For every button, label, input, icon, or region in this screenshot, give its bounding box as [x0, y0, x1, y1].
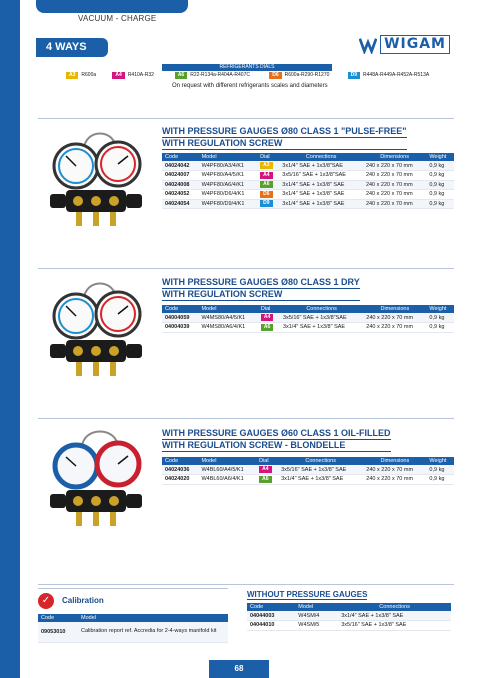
cell-weight: 0,9 kg — [426, 323, 454, 333]
refrigerant-label: R22-R134a-R404A-R407C — [190, 72, 250, 78]
manifold-image — [36, 126, 156, 246]
table-row — [38, 622, 228, 642]
dial-badge: A6 — [175, 72, 187, 79]
table-row — [162, 313, 454, 323]
col-connections: Connections — [279, 153, 363, 161]
cell-code: 09053010 — [38, 622, 78, 642]
cell-weight: 0,9 kg — [426, 313, 454, 323]
divider — [38, 584, 454, 585]
col-dial: Dial — [256, 457, 278, 465]
brand-name: WIGAM — [380, 35, 450, 54]
cell-connections: 3x1/4" SAE + 1x3/8" SAE — [338, 611, 451, 621]
section-tab: 4 WAYS — [36, 38, 108, 57]
brand-mark-icon — [359, 36, 377, 54]
table-header — [247, 603, 451, 611]
cell-connections: 3x1/4" SAE + 1x3/8" SAE — [280, 323, 363, 333]
category-label: VACUUM - CHARGE — [78, 14, 157, 23]
cell-connections: 3x1/4" SAE + 1x3/8" SAE — [279, 180, 363, 190]
table-header — [38, 614, 228, 622]
col-connections: Connections — [278, 457, 363, 465]
cell-dial — [257, 161, 279, 171]
table-row — [247, 621, 451, 631]
calibration-title: Calibration — [62, 596, 104, 605]
refrigerant-label: R600a — [81, 72, 97, 78]
cell-dial — [257, 171, 279, 181]
dial-badge: D6 — [269, 72, 281, 79]
table-row — [162, 475, 454, 485]
cell-model: W4PF80/A6/4/K1 — [199, 180, 258, 190]
divider — [38, 418, 454, 419]
col-model: Model — [78, 614, 228, 622]
cell-model: W4PF80/A4/5/K1 — [199, 171, 258, 181]
cell-code: 04044003 — [247, 611, 295, 621]
cell-connections: 3x1/4" SAE + 1x3/8"SAE — [279, 161, 363, 171]
cell-weight: 0,9 kg — [426, 199, 454, 209]
cell-code: 04024042 — [162, 161, 199, 171]
no-gauges-title: WITHOUT PRESSURE GAUGES — [247, 590, 368, 599]
calibration-header — [38, 588, 228, 608]
cell-connections: 3x5/16" SAE + 1x3/8" SAE — [338, 621, 451, 631]
refrigerant-label: R448A-R449A-R452A-R513A — [363, 72, 430, 78]
table-header — [162, 305, 454, 313]
cell-model: W4SM/5 — [295, 621, 338, 631]
calibration-box — [38, 588, 228, 643]
cell-dial — [256, 475, 278, 485]
cell-dimensions: 240 x 220 x 70 mm — [363, 323, 426, 333]
cell-weight: 0,9 kg — [426, 161, 454, 171]
cell-code: 04004039 — [162, 323, 198, 333]
top-tab — [36, 0, 188, 13]
cell-dimensions: 240 x 220 x 70 mm — [363, 465, 426, 475]
table-row — [162, 171, 454, 181]
refrigerant-legend-title: REFRIGERANTS DIALS — [162, 64, 332, 71]
cell-connections: 3x5/16" SAE + 1x3/8"SAE — [279, 171, 363, 181]
cell-model: W4MS80/A4/5/K1 — [198, 313, 257, 323]
cell-code: 04024008 — [162, 180, 199, 190]
col-model: Model — [295, 603, 338, 611]
dial-badge: A6 — [260, 181, 272, 188]
section-title-line2: WITH REGULATION SCREW — [162, 138, 407, 150]
dial-badge: A4 — [259, 466, 271, 473]
dial-badge: D9 — [260, 200, 272, 207]
cell-dimensions: 240 x 220 x 70 mm — [363, 199, 426, 209]
cell-dial — [257, 180, 279, 190]
section-title — [162, 428, 391, 452]
cell-dimensions: 240 x 220 x 70 mm — [363, 313, 426, 323]
cell-model: W4SM/4 — [295, 611, 338, 621]
col-weight: Weight — [426, 457, 454, 465]
cell-model: W4BL60/A6/4/K1 — [198, 475, 256, 485]
col-model: Model — [198, 305, 257, 313]
cell-dimensions: 240 x 220 x 70 mm — [363, 171, 426, 181]
dial-badge: A6 — [261, 324, 273, 331]
cell-connections: 3x1/4" SAE + 1x3/8" SAE — [278, 475, 363, 485]
side-bar — [0, 0, 20, 678]
cell-dial — [256, 465, 278, 475]
divider — [38, 268, 454, 269]
cell-model: Calibration report ref. Accredia for 2-4-ways manifold kit — [78, 622, 228, 642]
dial-badge: A3 — [260, 162, 272, 169]
cell-model: W4PF80/D9/4/K1 — [199, 199, 258, 209]
col-dimensions: Dimensions — [363, 305, 426, 313]
section-title-line2: WITH REGULATION SCREW - BLONDELLE — [162, 440, 391, 452]
no-gauges-table — [247, 603, 451, 631]
cell-weight: 0,9 kg — [426, 465, 454, 475]
dial-badge: D9 — [348, 72, 360, 79]
cell-dimensions: 240 x 220 x 70 mm — [363, 190, 426, 200]
col-code: Code — [162, 305, 198, 313]
cell-dial — [257, 190, 279, 200]
cell-model: W4MS80/A6/4/K1 — [198, 323, 257, 333]
col-connections: Connections — [280, 305, 363, 313]
cell-code: 04004059 — [162, 313, 198, 323]
table-row — [162, 180, 454, 190]
cell-code: 04024007 — [162, 171, 199, 181]
col-code: Code — [247, 603, 295, 611]
col-connections: Connections — [338, 603, 451, 611]
cell-code: 04024020 — [162, 475, 198, 485]
cell-weight: 0,9 kg — [426, 190, 454, 200]
section-title-line1: WITH PRESSURE GAUGES Ø60 CLASS 1 OIL-FILLED — [162, 428, 391, 438]
spec-table — [162, 153, 454, 209]
cell-code: 04024054 — [162, 199, 199, 209]
dial-badge: D6 — [260, 191, 272, 198]
table-header — [162, 457, 454, 465]
manifold-image — [36, 276, 156, 396]
section-title-line1: WITH PRESSURE GAUGES Ø80 CLASS 1 "PULSE-FREE" — [162, 126, 407, 136]
table-header — [162, 153, 454, 161]
section-title — [162, 126, 407, 150]
calibration-table — [38, 614, 228, 643]
spec-table — [162, 457, 454, 485]
dial-badge: A3 — [66, 72, 78, 79]
table-row — [162, 465, 454, 475]
cell-model: W4PF80/D6/4/K1 — [199, 190, 258, 200]
refrigerant-note: On request with different refrigerants scales and diameters — [172, 83, 328, 89]
cell-dial — [257, 199, 279, 209]
cell-connections: 3x5/16" SAE + 1x3/8" SAE — [278, 465, 363, 475]
table-row — [162, 199, 454, 209]
col-weight: Weight — [426, 153, 454, 161]
dial-badge: A4 — [261, 314, 273, 321]
col-dimensions: Dimensions — [363, 153, 426, 161]
spec-table — [162, 305, 454, 333]
cell-dimensions: 240 x 220 x 70 mm — [363, 161, 426, 171]
cell-model: W4PF80/A3/4/K1 — [199, 161, 258, 171]
dial-badge: A6 — [259, 476, 271, 483]
cell-connections: 3x1/4" SAE + 1x3/8" SAE — [279, 190, 363, 200]
table-row — [162, 323, 454, 333]
col-model: Model — [198, 457, 256, 465]
refrigerant-label: R410A-R32 — [127, 72, 154, 78]
cell-weight: 0,9 kg — [426, 180, 454, 190]
section-title-line2: WITH REGULATION SCREW — [162, 289, 360, 301]
table-row — [162, 190, 454, 200]
col-model: Model — [199, 153, 258, 161]
cell-connections: 3x5/16" SAE + 1x3/8"SAE — [280, 313, 363, 323]
col-dimensions: Dimensions — [363, 457, 426, 465]
cell-dial — [258, 313, 280, 323]
col-code: Code — [162, 153, 199, 161]
cell-dimensions: 240 x 220 x 70 mm — [363, 180, 426, 190]
page-number: 68 — [209, 660, 269, 678]
cell-connections: 3x1/4" SAE + 1x3/8" SAE — [279, 199, 363, 209]
divider — [38, 118, 454, 119]
refrigerant-legend-row — [66, 71, 452, 79]
cell-code: 04044010 — [247, 621, 295, 631]
refrigerant-legend — [66, 64, 452, 79]
col-dial: Dial — [257, 153, 279, 161]
cell-dial — [258, 323, 280, 333]
refrigerant-label: R600a-R290-R1270 — [284, 72, 330, 78]
brand-logo — [359, 35, 450, 54]
table-row — [247, 611, 451, 621]
dial-badge: A4 — [112, 72, 124, 79]
cell-code: 04024052 — [162, 190, 199, 200]
col-code: Code — [162, 457, 198, 465]
col-dial: Dial — [258, 305, 280, 313]
manifold-image — [36, 426, 156, 546]
section-title — [162, 277, 360, 301]
section-title-line1: WITH PRESSURE GAUGES Ø80 CLASS 1 DRY — [162, 277, 360, 287]
dial-badge: A4 — [260, 172, 272, 179]
cell-weight: 0,9 kg — [426, 171, 454, 181]
checkmark-icon: ✓ — [38, 593, 54, 609]
col-weight: Weight — [426, 305, 454, 313]
cell-dimensions: 240 x 220 x 70 mm — [363, 475, 426, 485]
table-row — [162, 161, 454, 171]
cell-model: W4BL60/A4/5/K1 — [198, 465, 256, 475]
cell-weight: 0,9 kg — [426, 475, 454, 485]
col-code: Code — [38, 614, 78, 622]
cell-code: 04024036 — [162, 465, 198, 475]
